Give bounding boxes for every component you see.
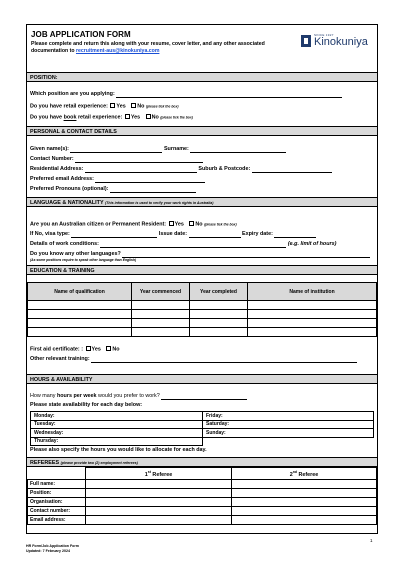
visa-type-label: If No, visa type: xyxy=(30,231,70,237)
col-year-commenced: Year commenced xyxy=(132,283,190,301)
languages-label: Do you know any other languages? xyxy=(30,251,121,257)
suburb-label: Suburb & Postcode: xyxy=(198,166,251,172)
form-title: JOB APPLICATION FORM xyxy=(31,30,131,39)
table-row xyxy=(28,328,377,337)
col-year-completed: Year completed xyxy=(190,283,248,301)
form-frame xyxy=(26,24,378,534)
commenced-cell[interactable] xyxy=(132,319,190,328)
ref-full-name-label: Full name: xyxy=(28,480,86,489)
referees-header-row xyxy=(28,468,377,480)
surname-label: Surname: xyxy=(163,146,189,152)
ref2-position-cell[interactable] xyxy=(232,489,377,498)
book-retail-label-post: retail experience: xyxy=(77,114,123,121)
table-row xyxy=(28,480,377,489)
citizen-tick-note: (please tick the box) xyxy=(204,222,237,227)
commenced-cell[interactable] xyxy=(132,328,190,337)
table-row xyxy=(28,498,377,507)
address-label: Residential Address: xyxy=(30,166,84,172)
qualification-cell[interactable] xyxy=(28,310,132,319)
day-thursday[interactable]: Thursday: xyxy=(31,437,203,446)
ref2-contact-cell[interactable] xyxy=(232,507,377,516)
availability-table xyxy=(30,411,374,446)
referee-2-label: Referee xyxy=(298,471,319,478)
position-applying-row xyxy=(30,91,342,98)
other-training-label: Other relevant training: xyxy=(30,356,90,362)
retail-yes-label: Yes xyxy=(116,103,126,110)
section-education-header: EDUCATION & TRAINING xyxy=(27,265,377,275)
referee-2-header xyxy=(232,468,377,480)
other-training-field[interactable] xyxy=(91,357,357,363)
ref1-email-cell[interactable] xyxy=(86,516,232,525)
completed-cell[interactable] xyxy=(190,319,248,328)
first-aid-yes-label: Yes xyxy=(91,346,101,353)
hours-allocation-note: Please also specify the hours you would like to allocate for each day. xyxy=(30,447,207,453)
address-row xyxy=(30,166,332,173)
expiry-date-field[interactable] xyxy=(274,232,316,238)
expiry-date-label: Expiry date: xyxy=(242,231,273,237)
institution-cell[interactable] xyxy=(248,310,377,319)
contact-number-label: Contact Number: xyxy=(30,156,74,162)
availability-label: Please state availability for each day below: xyxy=(30,402,143,408)
issue-date-field[interactable] xyxy=(189,232,241,238)
referees-corner-cell xyxy=(28,468,86,480)
commenced-cell[interactable] xyxy=(132,310,190,319)
table-row xyxy=(28,507,377,516)
completed-cell[interactable] xyxy=(190,301,248,310)
section-personal-header: PERSONAL & CONTACT DETAILS xyxy=(27,126,377,136)
pronouns-field[interactable] xyxy=(110,187,196,193)
citizen-no-checkbox[interactable] xyxy=(189,221,194,226)
contact-row xyxy=(30,156,203,163)
issue-date-label: Issue date: xyxy=(158,231,188,237)
referee-1-label: Referee xyxy=(152,471,173,478)
logo-tagline: SINCE 1927 xyxy=(314,33,334,37)
name-row xyxy=(30,146,286,153)
book-tick-note: (please tick the box) xyxy=(160,115,193,120)
book-retail-label-book: book xyxy=(63,114,77,121)
retail-no-checkbox[interactable] xyxy=(131,103,136,108)
ref1-position-cell[interactable] xyxy=(86,489,232,498)
citizen-label: Are you an Australian citizen or Permanent Resident: xyxy=(30,221,167,228)
retail-no-label: No xyxy=(137,103,145,110)
institution-cell[interactable] xyxy=(248,319,377,328)
work-conditions-example: (e.g. limit of hours) xyxy=(287,241,337,247)
referee-1-num: 1 xyxy=(144,471,148,478)
hours-question-post: would you prefer to work? xyxy=(98,393,160,399)
day-sunday[interactable]: Sunday: xyxy=(203,429,374,438)
email-row xyxy=(30,176,205,183)
referees-heading-note: (please provide two (2) employment referees) xyxy=(60,460,138,465)
visa-row xyxy=(30,231,316,238)
footer-updated: Updated: 7 February 2024 xyxy=(26,549,70,553)
suburb-field[interactable] xyxy=(252,167,332,173)
education-table xyxy=(27,282,377,337)
form-intro xyxy=(31,41,301,55)
given-name-label: Given name(s): xyxy=(30,146,69,152)
first-aid-label: First aid certificate: : xyxy=(30,346,84,353)
referee-1-sup: st xyxy=(147,469,151,474)
referee-2-sup: nd xyxy=(292,469,297,474)
section-position-header: POSITION: xyxy=(27,72,377,82)
ref2-organisation-cell[interactable] xyxy=(232,498,377,507)
footer-form-name: HR Form/Job Application Form xyxy=(26,544,79,548)
languages-field[interactable] xyxy=(122,252,370,258)
position-applying-field[interactable] xyxy=(116,92,342,98)
day-saturday[interactable]: Saturday: xyxy=(203,420,374,429)
section-nationality-header xyxy=(27,197,377,207)
book-yes-checkbox[interactable] xyxy=(125,114,130,119)
availability-row xyxy=(31,437,374,446)
qualification-cell[interactable] xyxy=(28,319,132,328)
completed-cell[interactable] xyxy=(190,310,248,319)
section-referees-header xyxy=(27,457,377,467)
table-row xyxy=(28,516,377,525)
institution-cell[interactable] xyxy=(248,301,377,310)
citizen-row xyxy=(30,221,237,229)
availability-empty-cell xyxy=(203,437,374,446)
citizen-yes-checkbox[interactable] xyxy=(169,221,174,226)
pronouns-row xyxy=(30,186,196,193)
table-row xyxy=(28,319,377,328)
ref-organisation-label: Organisation: xyxy=(28,498,86,507)
commenced-cell[interactable] xyxy=(132,301,190,310)
address-field[interactable] xyxy=(85,167,197,173)
book-no-checkbox[interactable] xyxy=(146,114,151,119)
email-field[interactable] xyxy=(95,177,205,183)
form-header xyxy=(27,25,377,71)
qualification-cell[interactable] xyxy=(28,328,132,337)
intro-text: Please complete and return this along with your resume, cover letter, and any other associated documentation to xyxy=(31,41,265,54)
book-retail-row xyxy=(30,114,193,122)
referees-heading: REFEREES xyxy=(30,459,60,466)
ref-email-label: Email address: xyxy=(28,516,86,525)
ref-position-label: Position: xyxy=(28,489,86,498)
day-wednesday[interactable]: Wednesday: xyxy=(31,429,203,438)
retail-experience-row xyxy=(30,103,179,111)
table-row xyxy=(28,301,377,310)
col-institution: Name of institution xyxy=(248,283,377,301)
conditions-row xyxy=(30,241,336,248)
availability-row xyxy=(31,429,374,438)
hours-per-week-field[interactable] xyxy=(161,394,247,400)
given-name-field[interactable] xyxy=(70,147,162,153)
position-applying-label: Which position are you applying: xyxy=(30,91,115,97)
retail-experience-label: Do you have retail experience: xyxy=(30,103,108,110)
ref2-email-cell[interactable] xyxy=(232,516,377,525)
contact-number-field[interactable] xyxy=(75,157,203,163)
visa-type-field[interactable] xyxy=(71,232,157,238)
book-yes-label: Yes xyxy=(130,114,141,121)
section-hours-header: HOURS & AVAILABILITY xyxy=(27,374,377,384)
ref2-full-name-cell[interactable] xyxy=(232,480,377,489)
retail-tick-note: (please tick the box) xyxy=(145,104,179,109)
availability-row xyxy=(31,420,374,429)
page-number: 1 xyxy=(370,538,373,543)
availability-row xyxy=(31,412,374,421)
qualification-cell[interactable] xyxy=(28,301,132,310)
table-row xyxy=(28,310,377,319)
referee-2-num: 2 xyxy=(289,471,293,478)
day-tuesday[interactable]: Tuesday: xyxy=(31,420,203,429)
book-retail-label-pre: Do you have xyxy=(30,114,63,121)
book-no-label: No xyxy=(151,114,159,121)
retail-yes-checkbox[interactable] xyxy=(110,103,115,108)
day-monday[interactable]: Monday: xyxy=(31,412,203,421)
languages-note: (As some positions require to speak other language than English) xyxy=(30,258,137,262)
nationality-heading: LANGUAGE & NATIONALITY xyxy=(30,199,104,206)
email-label: Preferred email Address: xyxy=(30,176,94,182)
ref1-contact-cell[interactable] xyxy=(86,507,232,516)
institution-cell[interactable] xyxy=(248,328,377,337)
citizen-yes-label: Yes xyxy=(174,221,184,228)
referee-1-header xyxy=(86,468,232,480)
logo-wordmark: Kinokuniya xyxy=(314,36,368,48)
education-header-row xyxy=(28,283,377,301)
table-row xyxy=(28,489,377,498)
hours-per-week-row xyxy=(30,393,247,400)
col-qualification: Name of qualification xyxy=(28,283,132,301)
hours-question-bold: hours per week xyxy=(56,393,97,399)
ref1-full-name-cell[interactable] xyxy=(86,480,232,489)
ref-contact-label: Contact number: xyxy=(28,507,86,516)
page-footer xyxy=(26,544,79,554)
work-conditions-field[interactable] xyxy=(100,242,286,248)
first-aid-row xyxy=(30,346,120,354)
citizen-no-label: No xyxy=(195,221,203,228)
surname-field[interactable] xyxy=(190,147,286,153)
first-aid-no-checkbox[interactable] xyxy=(106,346,111,351)
nationality-heading-note: (This information is used to verify your work rights in Australia) xyxy=(104,200,214,205)
first-aid-no-label: No xyxy=(112,346,120,353)
logo-mark-icon xyxy=(301,35,311,47)
first-aid-yes-checkbox[interactable] xyxy=(86,346,91,351)
referees-table xyxy=(27,467,377,525)
hours-question-pre: How many xyxy=(30,393,56,399)
kinokuniya-logo xyxy=(301,33,371,53)
day-friday[interactable]: Friday: xyxy=(203,412,374,421)
recruitment-email-link[interactable]: recruitment-aus@kinokuniya.com xyxy=(75,48,160,54)
work-conditions-label: Details of work conditions: xyxy=(30,241,99,247)
completed-cell[interactable] xyxy=(190,328,248,337)
ref1-organisation-cell[interactable] xyxy=(86,498,232,507)
pronouns-label: Preferred Pronouns (optional): xyxy=(30,186,109,192)
other-training-row xyxy=(30,356,357,363)
